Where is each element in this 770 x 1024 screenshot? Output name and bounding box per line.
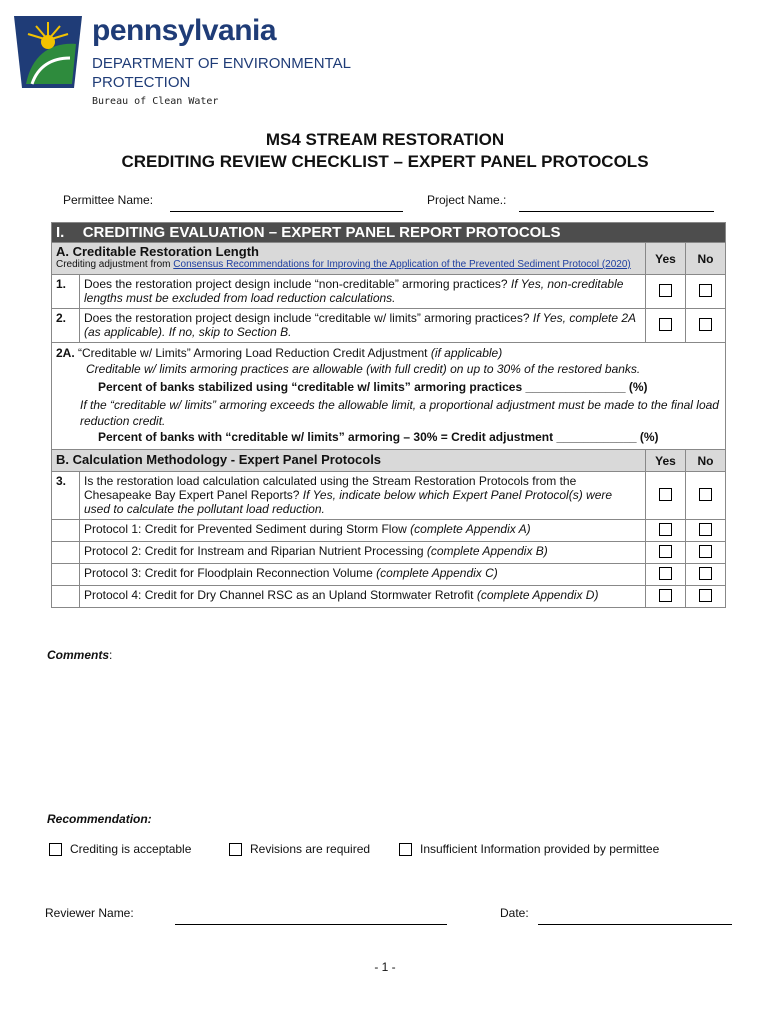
question-3-no-cell <box>686 472 726 520</box>
protocol-4-label: Protocol 4: Credit for Dry Channel RSC as an Upland Stormwater Retrofit <box>84 588 477 602</box>
section-title-text: CREDITING EVALUATION – EXPERT PANEL REPORT PROTOCOLS <box>82 224 561 241</box>
question-1-no-checkbox[interactable] <box>699 284 712 297</box>
protocol-4-yes-checkbox[interactable] <box>659 589 672 602</box>
protocol-3-appendix: (complete Appendix C) <box>376 566 498 580</box>
protocol-3-no-cell <box>686 564 726 586</box>
protocol-row-spacer <box>52 542 80 564</box>
part-b-header-row <box>52 450 726 472</box>
question-1-body: Does the restoration project design include “non-creditable” armoring practices? <box>84 277 511 291</box>
project-name-field[interactable] <box>519 197 714 212</box>
insufficient-information-checkbox[interactable] <box>399 843 412 856</box>
part-b-yes-header: Yes <box>646 450 686 472</box>
part-a-note-prefix: Crediting adjustment from <box>56 259 174 270</box>
logo-line-department: DEPARTMENT OF ENVIRONMENTAL <box>92 55 351 72</box>
protocol-row <box>52 542 726 564</box>
protocol-1-text <box>80 520 646 542</box>
revisions-required-label: Revisions are required <box>250 842 371 856</box>
reviewer-name-field[interactable] <box>175 910 447 925</box>
adjustment-2a-heading <box>56 345 721 361</box>
section-number: I. <box>56 224 65 241</box>
crediting-acceptable-label: Crediting is acceptable <box>70 842 192 856</box>
page-number: - 1 - <box>374 960 396 974</box>
part-b-header <box>52 450 646 472</box>
protocol-1-yes-cell <box>646 520 686 542</box>
part-b-title: B. Calculation Methodology - Expert Panel Protocols <box>56 452 382 467</box>
option-insufficient-information[interactable] <box>399 842 659 856</box>
protocol-1-no-checkbox[interactable] <box>699 523 712 536</box>
percent-banks-stabilized-line[interactable]: Percent of banks stabilized using “creditable w/ limits” armoring practices _______________ (%) <box>98 380 648 394</box>
protocol-2-yes-cell <box>646 542 686 564</box>
comments-area[interactable] <box>47 666 727 806</box>
permittee-name-label: Permittee Name: <box>63 193 154 207</box>
protocol-row <box>52 520 726 542</box>
question-1-no-cell <box>686 275 726 309</box>
permittee-name-field[interactable] <box>170 197 403 212</box>
section-title <box>52 223 726 243</box>
question-2-yes-checkbox[interactable] <box>659 318 672 331</box>
protocol-3-yes-checkbox[interactable] <box>659 567 672 580</box>
no-column-header: No <box>686 243 726 275</box>
credit-adjustment-line[interactable]: Percent of banks with “creditable w/ limits” armoring – 30% = Credit adjustment ____________ (%) <box>98 430 659 444</box>
adjustment-2a-exceedance-note: If the “creditable w/ limits” armoring exceeds the allowable limit, a proportional adjustment must be made to the final load reduction credit. <box>80 398 719 428</box>
adjustment-2a-qualifier: (if applicable) <box>430 346 503 360</box>
protocol-1-no-cell <box>686 520 726 542</box>
comments-label <box>47 648 112 662</box>
question-2-no-checkbox[interactable] <box>699 318 712 331</box>
protocol-4-yes-cell <box>646 586 686 608</box>
protocol-row-spacer <box>52 586 80 608</box>
question-1-number: 1. <box>52 275 80 309</box>
consensus-recommendations-link[interactable]: Consensus Recommendations for Improving the Application of the Prevented Sediment Protocol (2020) <box>173 259 631 270</box>
protocol-4-no-checkbox[interactable] <box>699 589 712 602</box>
logo-wordmark: pennsylvania <box>92 14 277 47</box>
document-title-line2: CREDITING REVIEW CHECKLIST – EXPERT PANEL PROTOCOLS <box>121 152 649 171</box>
question-3-body: Is the restoration load calculation calculated using the Stream Restoration Protocols from the Chesapeake Bay Expert Panel Reports? <box>84 474 577 502</box>
reviewer-name-label: Reviewer Name: <box>45 906 134 920</box>
question-1-text <box>80 275 646 309</box>
protocol-1-appendix: (complete Appendix A) <box>410 522 531 536</box>
protocol-2-text <box>80 542 646 564</box>
question-3-row <box>52 472 726 520</box>
question-3-instruction: If Yes, indicate below which Expert Panel Protocol(s) were used to calculate the pollutant load reduction. <box>84 488 613 516</box>
revisions-required-checkbox[interactable] <box>229 843 242 856</box>
protocol-3-label: Protocol 3: Credit for Floodplain Reconnection Volume <box>84 566 377 580</box>
question-2-no-cell <box>686 309 726 343</box>
question-2-yes-cell <box>646 309 686 343</box>
question-2-body: Does the restoration project design include “creditable w/ limits” armoring practices? <box>84 311 533 325</box>
bureau-name: Bureau of Clean Water <box>92 96 219 107</box>
question-1-yes-checkbox[interactable] <box>659 284 672 297</box>
protocol-2-label: Protocol 2: Credit for Instream and Riparian Nutrient Processing <box>84 544 427 558</box>
date-label: Date: <box>500 906 529 920</box>
part-a-header-row <box>52 243 726 275</box>
question-2-text <box>80 309 646 343</box>
protocol-1-label: Protocol 1: Credit for Prevented Sediment during Storm Flow <box>84 522 411 536</box>
protocol-4-appendix: (complete Appendix D) <box>476 588 599 602</box>
protocol-1-yes-checkbox[interactable] <box>659 523 672 536</box>
comments-label-colon: : <box>109 648 113 662</box>
question-3-yes-cell <box>646 472 686 520</box>
part-a-title: A. Creditable Restoration Length <box>56 244 259 259</box>
question-1-row <box>52 275 726 309</box>
option-crediting-acceptable[interactable] <box>49 842 191 856</box>
protocol-3-text <box>80 564 646 586</box>
adjustment-2a-number: 2A. <box>56 346 75 360</box>
comments-label-text: Comments <box>47 648 110 662</box>
question-3-no-checkbox[interactable] <box>699 488 712 501</box>
crediting-acceptable-checkbox[interactable] <box>49 843 62 856</box>
question-3-text <box>80 472 646 520</box>
question-3-number: 3. <box>52 472 80 520</box>
protocol-row-spacer <box>52 520 80 542</box>
adjustment-2a-title: “Creditable w/ Limits” Armoring Load Reduction Credit Adjustment <box>74 346 431 360</box>
keystone-icon <box>12 14 84 90</box>
recommendation-label: Recommendation: <box>47 812 152 826</box>
protocol-row-spacer <box>52 564 80 586</box>
question-1-yes-cell <box>646 275 686 309</box>
date-field[interactable] <box>538 910 732 925</box>
adjustment-2a-allowance: Creditable w/ limits armoring practices are allowable (with full credit) on up to 30% of the restored banks. <box>86 362 641 376</box>
protocol-4-text <box>80 586 646 608</box>
question-2-instruction: If Yes, complete 2A (as applicable). If no, skip to Section B. <box>84 311 636 339</box>
protocol-row <box>52 564 726 586</box>
protocol-4-no-cell <box>686 586 726 608</box>
protocol-3-yes-cell <box>646 564 686 586</box>
part-b-no-header: No <box>686 450 726 472</box>
question-1-instruction: If Yes, non-creditable lengths must be excluded from load reduction calculations. <box>84 277 624 305</box>
crediting-checklist-table <box>51 222 726 608</box>
adjustment-2a-row <box>52 343 726 450</box>
protocol-2-no-cell <box>686 542 726 564</box>
document-title-line1: MS4 STREAM RESTORATION <box>265 130 505 149</box>
protocol-3-no-checkbox[interactable] <box>699 567 712 580</box>
protocol-2-no-checkbox[interactable] <box>699 545 712 558</box>
question-2-number: 2. <box>52 309 80 343</box>
question-3-yes-checkbox[interactable] <box>659 488 672 501</box>
project-name-label: Project Name.: <box>427 193 507 207</box>
dep-logo <box>12 14 84 90</box>
section-header-row <box>52 223 726 243</box>
yes-column-header: Yes <box>646 243 686 275</box>
protocol-row <box>52 586 726 608</box>
option-revisions-required[interactable] <box>229 842 370 856</box>
question-2-row <box>52 309 726 343</box>
protocol-2-yes-checkbox[interactable] <box>659 545 672 558</box>
adjustment-2a-cell <box>52 343 726 450</box>
protocol-2-appendix: (complete Appendix B) <box>426 544 548 558</box>
insufficient-information-label: Insufficient Information provided by permittee <box>420 842 660 856</box>
part-a-header <box>52 243 646 275</box>
part-a-note <box>56 259 641 270</box>
logo-line-protection: PROTECTION <box>92 74 191 91</box>
